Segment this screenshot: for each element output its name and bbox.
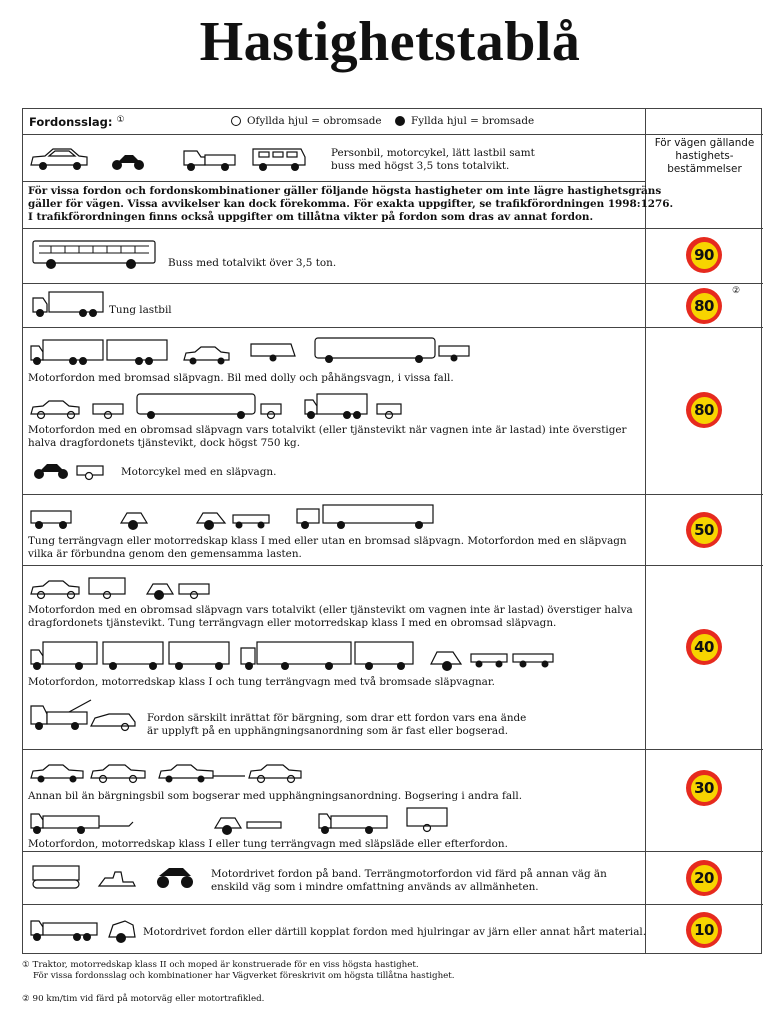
row-20-text-2: enskild väg som i mindre omfattning används av allmänheten. (211, 881, 539, 893)
speed-sign-90 (686, 237, 722, 273)
legend-unbraked-text: Ofyllda hjul = obromsade (247, 115, 382, 127)
row-90-text-1: Buss med totalvikt över 3,5 ton. (168, 257, 337, 269)
legend-braked (395, 115, 534, 127)
speed-row-10 (23, 904, 763, 955)
footnote-2: ② 90 km/tim vid färd på motorväg eller motortrafikled. (22, 994, 265, 1004)
row-20-text-1: Motordrivet fordon på band. Terrängmotorfordon vid färd på annan väg än (211, 868, 607, 880)
speed-sign-50 (686, 512, 722, 548)
double-trailer-combinations-illustration (29, 638, 569, 672)
speed-row-50 (23, 494, 763, 565)
row-30-text-2: Motorfordon, motorredskap klass I eller tung terrängvagn med släpsläde eller efterfordon. (28, 838, 508, 850)
fordonsslag-label (29, 115, 125, 129)
row-80-text-4: Motorcykel med en släpvagn. (121, 466, 277, 478)
fordonsslag-text: Fordonsslag: (29, 115, 113, 129)
legend-unbraked (231, 115, 382, 127)
footnote-1-line-2: För vissa fordonsslag och kombinationer har Vägverket föreskrivit om högsta tillåtna hastighet. (33, 971, 455, 981)
speed-sign-30-value: 30 (691, 775, 718, 802)
row-10-text-1: Motordrivet fordon eller därtill kopplat fordon med hjulringar av järn eller annat hårt material. (143, 926, 647, 938)
row-50-text-1: Tung terrängvagn eller motorredskap klass I med eller utan en bromsad släpvagn. Motorfordon med en släpvagn (28, 535, 627, 547)
speed-sign-40 (686, 629, 722, 665)
open-wheel-icon (231, 116, 241, 126)
intro-line-3: I trafikförordningen finns också uppgifter om tillåtna vikter på fordon som dras av annat fordon. (28, 211, 594, 223)
row-40-text-3: Motorfordon, motorredskap klass I och tung terrängvagn med två bromsade släpvagnar. (28, 676, 495, 688)
row-40-text-1: Motorfordon med en obromsad släpvagn vars totalvikt (eller tjänstevikt om vagnen inte är lastad) överstiger halva (28, 604, 633, 616)
speed-sign-80-truck-value: 80 (691, 293, 718, 320)
footnote-1-line-1: ① Traktor, motorredskap klass II och moped är konstruerade för en viss högsta hastighet. (22, 960, 419, 970)
row-30-text-1: Annan bil än bärgningsbil som bogserar med upphängningsanordning. Bogsering i andra fall. (28, 790, 523, 802)
speed-column-heading-line-2: hastighets- (675, 150, 734, 162)
row-80-text-1: Motorfordon med bromsad släpvagn. Bil med dolly och påhängsvagn, i vissa fall. (28, 372, 454, 384)
speed-sign-20-value: 20 (691, 865, 718, 892)
row-40-text-4: Fordon särskilt inrättat för bärgning, som drar ett fordon vars ena ände (147, 712, 527, 724)
intro-row (23, 181, 674, 228)
legend-braked-text: Fyllda hjul = bromsade (411, 115, 535, 127)
speed-row-40 (23, 565, 763, 749)
unbraked-trailer-40-illustration (29, 574, 229, 602)
footnote-marker-2: ② (732, 286, 741, 296)
unbraked-trailer-combinations-illustration (29, 392, 409, 422)
speed-column-heading-line-1: För vägen gällande (654, 137, 755, 149)
speed-table (22, 108, 762, 954)
intro-line-1: För vissa fordon och fordonskombinationer gäller följande högsta hastigheter om inte lägre hastighetsgräns (28, 185, 662, 197)
legend-row (23, 109, 763, 134)
filled-wheel-icon (395, 116, 405, 126)
speed-sign-50-value: 50 (691, 517, 718, 544)
speed-row-30 (23, 749, 763, 851)
speed-sign-10-value: 10 (691, 917, 718, 944)
light-vehicles-text-1: Personbil, motorcykel, lätt lastbil samt (331, 147, 535, 159)
speed-sign-80-combinations (686, 392, 722, 428)
intro-line-2: gäller för vägen. Vissa avvikelser kan dock förekomma. För exakta uppgifter, se trafikförordningen 1998:1276. (28, 198, 674, 210)
braked-trailer-combinations-illustration (29, 336, 479, 368)
light-vehicles-illustration (29, 143, 329, 175)
tracked-and-terrain-vehicles-illustration (31, 860, 201, 892)
speed-row-80-combinations (23, 327, 763, 494)
terrain-vehicle-combinations-illustration (29, 503, 449, 533)
iron-wheel-vehicles-illustration (29, 911, 139, 945)
footnote-marker-1: ① (116, 115, 125, 125)
speed-sign-80-combinations-value: 80 (691, 397, 718, 424)
towing-cars-illustration (29, 758, 349, 784)
speed-row-80-truck (23, 283, 763, 327)
speed-sign-40-value: 40 (691, 634, 718, 661)
sled-and-rear-vehicle-illustration (29, 806, 469, 836)
speed-sign-20 (686, 860, 722, 896)
row-80-truck-text-1: Tung lastbil (109, 304, 172, 316)
speed-row-90 (23, 228, 763, 283)
row-40-text-2: dragfordonets tjänstevikt. Tung terrängvagn eller motorredskap klass I med en obromsad släpvagn. (28, 617, 557, 629)
heavy-truck-icon (31, 288, 111, 320)
speed-sign-30 (686, 770, 722, 806)
row-40-text-5: är upplyft på en upphängningsanordning som är fast eller bogserad. (147, 725, 509, 737)
speed-sign-90-value: 90 (691, 242, 718, 269)
motorcycle-trailer-icon (29, 458, 119, 482)
speed-sign-10 (686, 912, 722, 948)
speed-sign-80-truck (686, 288, 722, 324)
tow-truck-icon (29, 696, 139, 732)
row-80-text-2: Motorfordon med en obromsad släpvagn vars totalvikt (eller tjänstevikt när vagnen inte är lastad) inte överstiger (28, 424, 627, 436)
speed-column-heading (646, 137, 763, 176)
page-title: Hastighetstablå (199, 11, 581, 73)
speed-column-heading-line-3: bestämmelser (667, 163, 742, 175)
row-80-text-3: halva dragfordonets tjänstevikt, dock högst 750 kg. (28, 437, 301, 449)
light-vehicles-text-2: buss med högst 3,5 tons totalvikt. (331, 160, 510, 172)
row-50-text-2: vilka är förbundna genom den gemensamma lasten. (28, 548, 302, 560)
speed-row-20 (23, 851, 763, 904)
bus-icon (31, 239, 161, 271)
